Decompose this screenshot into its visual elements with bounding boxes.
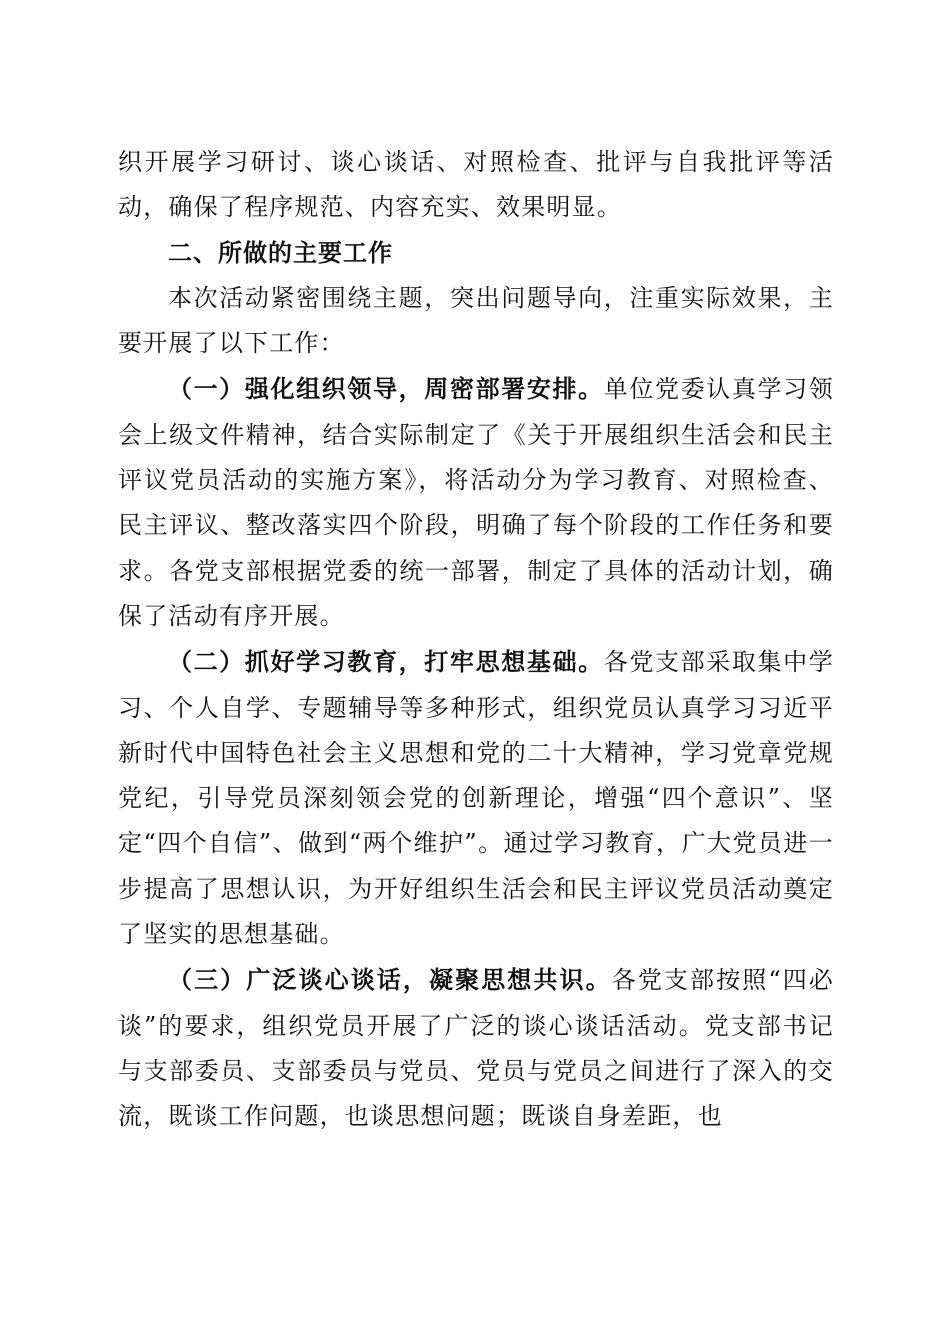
section-heading: 二、所做的主要工作 <box>168 238 393 267</box>
item-lead: （二）抓好学习教育，打牢思想基础。 <box>168 647 604 677</box>
intro-paragraph: 本次活动紧密围绕主题，突出问题导向，注重实际效果，主要开展了以下工作： <box>118 283 834 358</box>
item-body: 单位党委认真学习领会上级文件精神，结合实际制定了《关于开展组织生活会和民主评议党员活动的实施方案》，将活动分为学习教育、对照检查、民主评议、整改落实四个阶段，明确了每个阶段的工作任务和要求。各党支部根据党委的统一部署，制定了具体的活动计划，确保了活动有序开展。 <box>118 375 834 630</box>
item-paragraph <box>118 957 834 1139</box>
paragraph-continuation: 织开展学习研讨、谈心谈话、对照检查、批评与自我批评等活动，确保了程序规范、内容充实、效果明显。 <box>118 148 834 222</box>
item-paragraph <box>118 639 834 957</box>
item-body: 各党支部按照“四必谈”的要求，组织党员开展了广泛的谈心谈话活动。党支部书记与支部委员、支部委员与党员、党员与党员之间进行了深入的交流，既谈工作问题，也谈思想问题；既谈自身差距，也 <box>118 966 834 1131</box>
item-paragraph <box>118 366 834 639</box>
item-lead: （三）广泛谈心谈话，凝聚思想共识。 <box>168 965 612 995</box>
item-lead: （一）强化组织领导，周密部署安排。 <box>168 374 604 404</box>
document-body <box>118 140 834 1140</box>
item-body: 各党支部采取集中学习、个人自学、专题辅导等多种形式，组织党员认真学习习近平新时代中国特色社会主义思想和党的二十大精神，学习党章党规党纪，引导党员深刻领会党的创新理论，增强“四个意识”、坚定“四个自信”、做到“两个维护”。通过学习教育，广大党员进一步提高了思想认识，为开好组织生活会和民主评议党员活动奠定了坚实的思想基础。 <box>118 648 834 949</box>
